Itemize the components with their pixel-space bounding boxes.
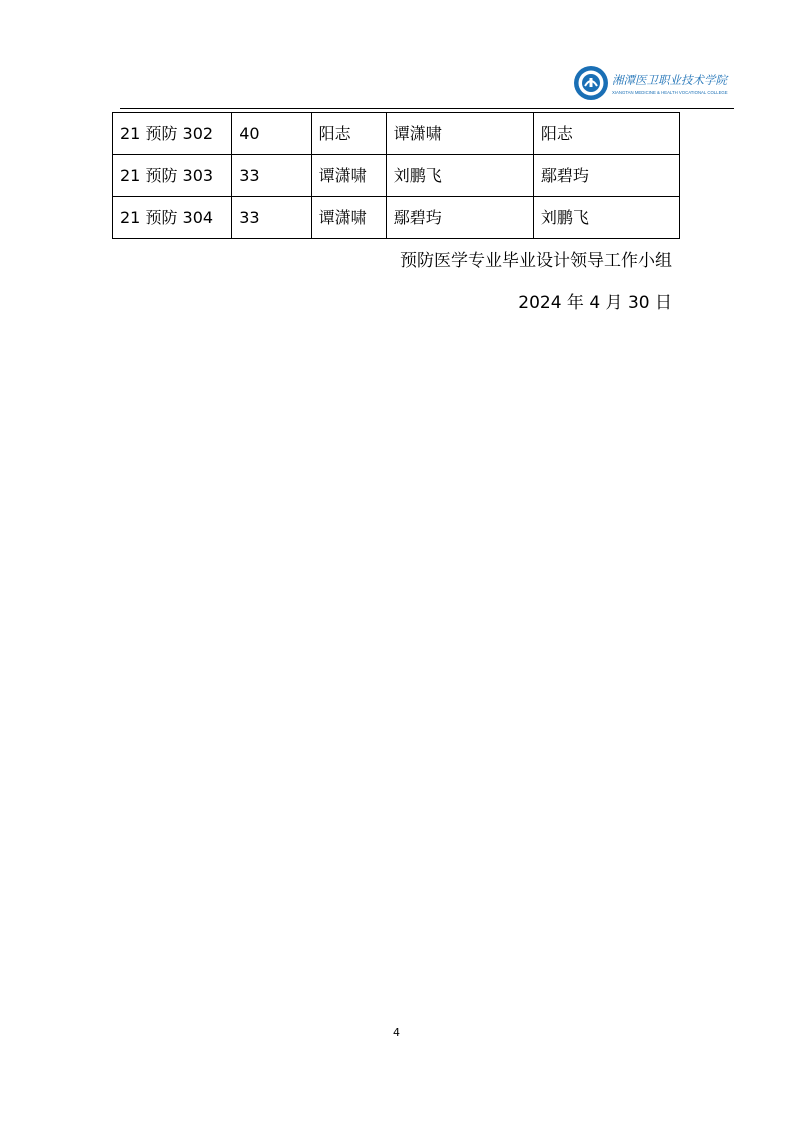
teacher-cell: 鄢碧玙 [533, 155, 679, 197]
teacher-cell: 刘鹏飞 [533, 197, 679, 239]
assignment-table [112, 112, 680, 239]
class-cell: 21 预防 303 [113, 155, 232, 197]
page-number: 4 [393, 1026, 400, 1039]
college-logo [572, 64, 732, 104]
logo-title: 湘潭医卫职业技术学院 [612, 73, 727, 87]
teacher-cell: 谭潇啸 [311, 197, 386, 239]
teacher-cell: 阳志 [311, 113, 386, 155]
table-row [113, 197, 680, 239]
table-row [113, 155, 680, 197]
class-cell: 21 预防 302 [113, 113, 232, 155]
teacher-cell: 谭潇啸 [386, 113, 533, 155]
header-rule [120, 108, 734, 109]
signature-group: 预防医学专业毕业设计领导工作小组 [400, 251, 672, 271]
teacher-cell: 谭潇啸 [311, 155, 386, 197]
teacher-cell: 鄢碧玙 [386, 197, 533, 239]
count-cell: 33 [232, 197, 311, 239]
logo-subtitle: XIANGTAN MEDICINE & HEALTH VOCATIONAL COLLEGE [612, 90, 728, 95]
table-row [113, 113, 680, 155]
signature-date: 2024 年 4 月 30 日 [518, 293, 672, 313]
count-cell: 33 [232, 155, 311, 197]
teacher-cell: 阳志 [533, 113, 679, 155]
teacher-cell: 刘鹏飞 [386, 155, 533, 197]
class-cell: 21 预防 304 [113, 197, 232, 239]
count-cell: 40 [232, 113, 311, 155]
